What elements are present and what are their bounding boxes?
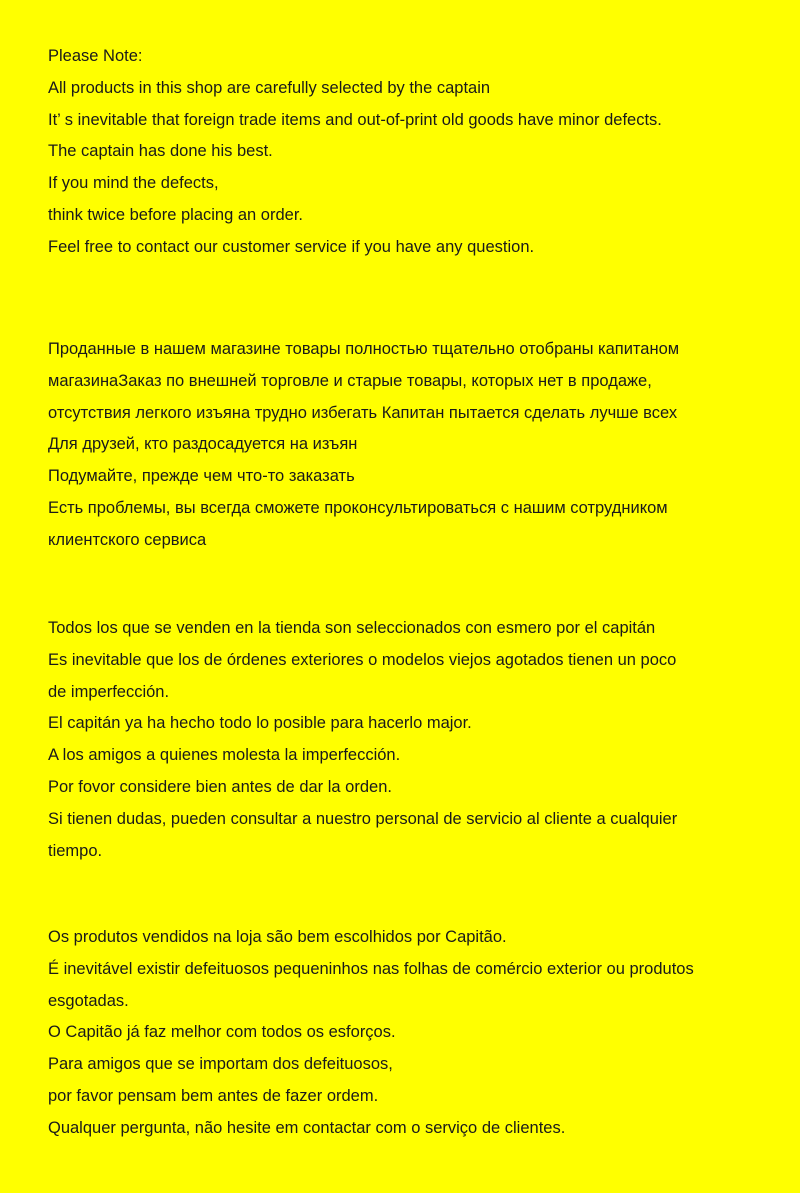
notice-line: Подумайте, прежде чем что-то заказать — [48, 467, 355, 486]
notice-line: магазинаЗаказ по внешней торговле и старые товары, которых нет в продаже, — [48, 371, 652, 390]
notice-line: The captain has done his best. — [48, 142, 273, 161]
notice-line: esgotadas. — [48, 991, 129, 1010]
notice-line: tiempo. — [48, 841, 103, 860]
notice-line: think twice before placing an order. — [48, 205, 303, 224]
notice-russian — [48, 334, 788, 557]
notice-heading: Please Note: — [48, 47, 143, 65]
notice-line: Есть проблемы, вы всегда сможете проконсультироваться с нашим сотрудником — [48, 498, 668, 517]
notice-line: O Capitão já faz melhor com todos os esforços. — [48, 1023, 396, 1042]
notice-line: de imperfección. — [48, 682, 170, 701]
notice-line: Os produtos vendidos na loja são bem escolhidos por Capitão. — [48, 928, 507, 946]
notice-line: отсутствия легкого изъяна трудно избегать Капитан пытается сделать лучше всех — [48, 403, 678, 422]
notice-line: Por fovor considere bien antes de dar la orden. — [48, 777, 392, 796]
notice-line: por favor pensam bem antes de fazer ordem. — [48, 1086, 379, 1105]
notice-line: Para amigos que se importam dos defeituosos, — [48, 1055, 393, 1074]
notice-line: All products in this shop are carefully selected by the captain — [48, 78, 491, 97]
notice-line: Feel free to contact our customer service if you have any question. — [48, 237, 535, 256]
notice-portuguese — [48, 922, 788, 1145]
notice-line: É inevitável existir defeituosos pequeninhos nas folhas de comércio exterior ou produtos — [48, 959, 694, 978]
notice-line: клиентского сервиса — [48, 530, 207, 549]
notice-line: El capitán ya ha hecho todo lo posible para hacerlo major. — [48, 714, 472, 733]
notice-line: It’ s inevitable that foreign trade items and out-of-print old goods have minor defects. — [48, 110, 662, 129]
notice-line: Todos los que se venden en la tienda son seleccionados con esmero por el capitán — [48, 619, 656, 637]
notice-line: Si tienen dudas, pueden consultar a nuestro personal de servicio al cliente a cualquier — [48, 809, 678, 828]
notice-spanish — [48, 613, 788, 867]
notice-english — [48, 41, 788, 264]
notice-line: A los amigos a quienes molesta la imperfección. — [48, 746, 401, 765]
notice-line: Qualquer pergunta, não hesite em contactar com o serviço de clientes. — [48, 1118, 566, 1137]
notice-line: Для друзей, кто раздосадуется на изъян — [48, 435, 358, 454]
notice-line: Проданные в нашем магазине товары полностью тщательно отобраны капитаном — [48, 340, 680, 358]
notice-line: Es inevitable que los de órdenes exteriores o modelos viejos agotados tienen un poco — [48, 650, 677, 669]
notice-line: If you mind the defects, — [48, 174, 219, 193]
